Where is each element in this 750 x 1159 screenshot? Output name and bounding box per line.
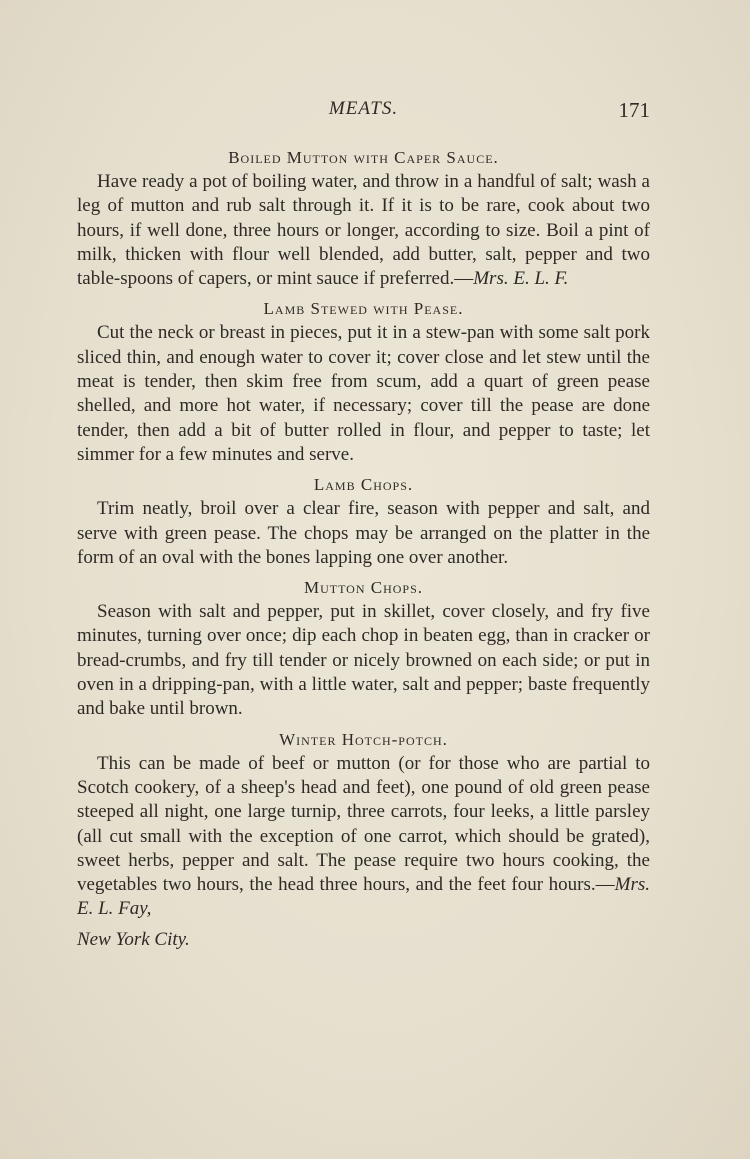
recipe-title: Winter Hotch-potch. <box>279 729 448 749</box>
recipe-text: Season with salt and pepper, put in skillet, cover closely, and fry five minutes, turning over once; dip each chop in beaten egg, than in cracker or bread-crumbs, and fry till tender or nicely browned on each side; or put in oven in a dripping-pan, with a little water, salt and pepper; baste frequently and bake until brown. <box>77 601 650 720</box>
page-number: 171 <box>618 98 650 122</box>
recipe-text: Trim neatly, broil over a clear fire, season with pepper and salt, and serve with green pease. The chops may be arranged on the platter in the form of an oval with the bones lapping one over another. <box>77 498 650 568</box>
recipe-text: Cut the neck or breast in pieces, put it in a stew-pan with some salt pork sliced thin, and enough water to cover it; cover close and let stew until the meat is tender, then skim free from scum, add a quart of green pease shelled, and more hot water, if necessary; cover till the pease are done tender, then add a bit of butter rolled in flour, and pepper to taste; let simmer for a few minutes and serve. <box>77 322 650 465</box>
recipe-lamb-stewed <box>77 297 650 467</box>
recipe-mutton-chops <box>77 576 650 721</box>
recipe-title: Mutton Chops. <box>303 578 424 598</box>
recipe-title: Lamb Stewed with Pease. <box>263 299 464 319</box>
running-head: MEATS. <box>328 98 399 119</box>
recipe-boiled-mutton <box>77 146 650 291</box>
recipe-text: This can be made of beef or mutton (or for those who are partial to Scotch cookery, of a sheep's head and feet), one pound of old green pease steeped all night, one large turnip, three carrots, four leeks, a little parsley (all cut small with the exception of one carrot, which should be grated), sweet herbs, pepper and salt. The pease require two hours cooking, the vegetables two hours, the head three hours, and the feet four hours.—Mrs. E. L. Fay, <box>77 752 650 920</box>
recipe-title: Boiled Mutton with Caper Sauce. <box>228 148 499 167</box>
recipe-credit: Mrs. E. L. Fay, <box>77 874 650 920</box>
recipe-credit: Mrs. E. L. F. <box>473 268 569 290</box>
recipe-winter-hotch-potch <box>77 728 650 952</box>
page-body <box>77 146 650 958</box>
recipe-lamb-chops <box>77 473 650 570</box>
recipe-credit-line: New York City. <box>77 928 190 950</box>
recipe-text: Have ready a pot of boiling water, and throw in a handful of salt; wash a leg of mutton and rub salt through it. If it is to be rare, cook about two hours, if well done, three hours or longer, according to size. Boil a pint of milk, thicken with flour well blended, add butter, salt, pepper and two table-spoons of capers, or mint sauce if preferred.—Mrs. E. L. F. <box>77 171 650 290</box>
recipe-title: Lamb Chops. <box>313 475 414 495</box>
page-header <box>77 98 650 128</box>
